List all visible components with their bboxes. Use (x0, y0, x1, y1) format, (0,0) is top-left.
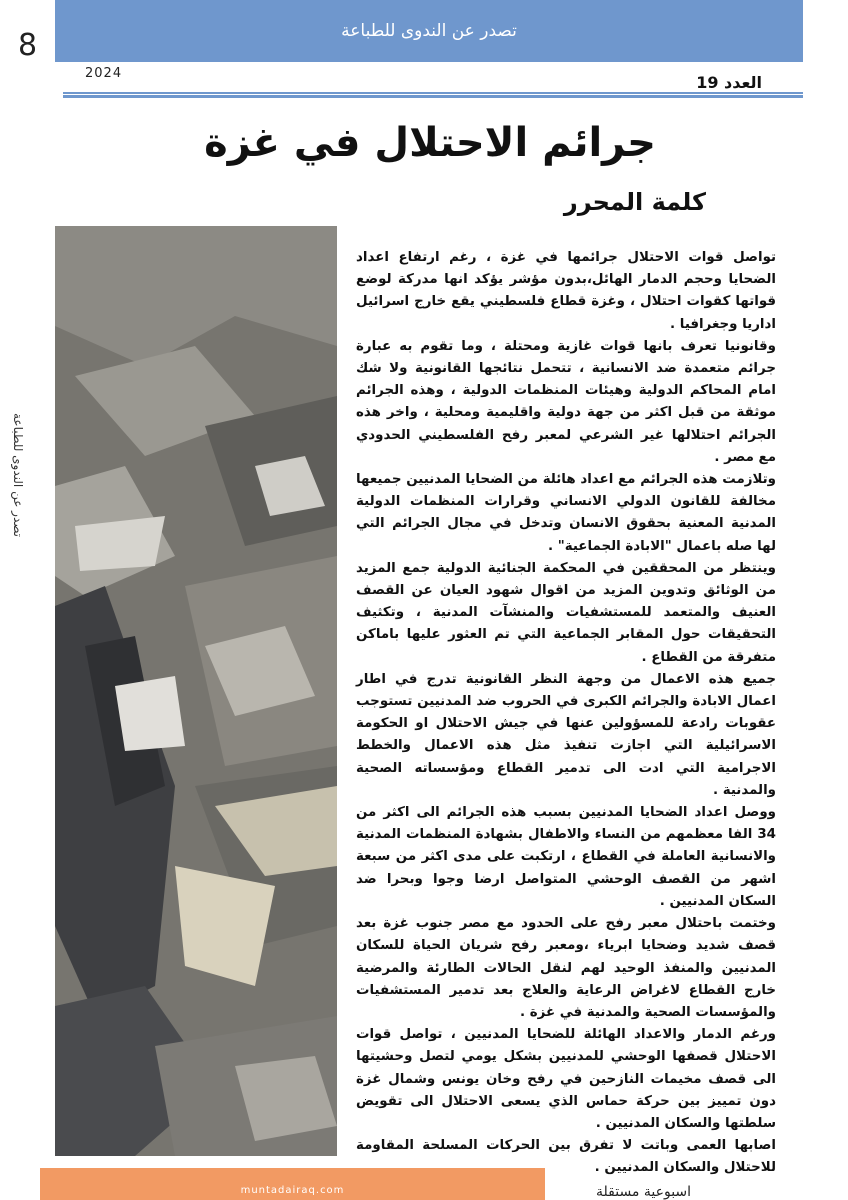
article-paragraph: ورغم الدمار والاعداد الهائلة للضحايا المدنيين ، تواصل قوات الاحتلال قصفها الوحشي للمدنيين بشكل يومي لتصل وحشيتها الى قصف مخيمات النازحين في رفح وخان يونس وشمال غزة دون تمييز بين حركة حماس الذي يسعى الاحتلال الى تقويض سلطتها والسكان المدنيين . (356, 1027, 776, 1131)
banner-text: تصدر عن الندوى للطباعة (341, 21, 517, 41)
article-paragraph: وقانونيا تعرف بانها قوات غازية ومحتلة ، وما تقوم به عبارة جرائم متعمدة ضد الانسانية ، تتحمل نتائجها القانونية ولا شك امام المحاكم الدولية وهيئات المنظمات الدولية ، وهذه الجرائم موثقة من قبل اكثر من جهة دولية واقليمية ومحلية ، واخر هذه الجرائم احتلالها غير الشرعي لمعبر رفح الفلسطيني الحدودي مع مصر . (356, 338, 776, 465)
article-paragraph: تواصل قوات الاحتلال جرائمها في غزة ، رغم ارتفاع اعداد الضحايا وحجم الدمار الهائل،بدون مؤشر يؤكد انها مدركة لوضع قواتها كقوات احتلال ، وغزة قطاع فلسطيني يقع خارج اسرائيل اداريا وجغرافيا . (356, 250, 776, 332)
top-banner (55, 0, 803, 62)
footer-url[interactable]: muntadairaq.com (240, 1185, 345, 1196)
footer-tagline: اسبوعية مستقلة (596, 1184, 692, 1200)
rubble-photo-illustration (55, 226, 337, 1156)
article-paragraph: وينتظر من المحققين في المحكمة الجنائية الدولية جمع المزيد من الوثائق وتدوين المزيد من اقوال شهود العيان عن القصف العنيف والمتعمد للمستشفيات والمنشآت المدنية ، وتكثيف التحقيقات حول المقابر الجماعية التي تم العثور عليها باماكن متفرقة من القطاع . (356, 560, 776, 665)
article-paragraph: وختمت باحتلال معبر رفح على الحدود مع مصر جنوب غزة بعد قصف شديد وضحايا ابرياء ،ومعبر رفح شريان الحياة للسكان المدنيين والمنفذ الوحيد لهم لنقل الحالات الطارئة والمرضية خارج القطاع لاغراض الرعاية والعلاج بعد تدمير المستشفيات والمؤسسات الصحية والمدنية في غزة . (356, 916, 776, 1020)
article-paragraph: وتلازمت هذه الجرائم مع اعداد هائلة من الضحايا المدنيين جميعها مخالفة للقانون الدولي الانساني وقرارات المنظمات الدولية المدنية المعنية بحقوق الانسان وتدخل في مجال الجرائم التي لها صله باعمال "الابادة الجماعية" . (356, 472, 776, 554)
header-divider-bold (63, 95, 803, 98)
article-subtitle: كلمة المحرر (563, 188, 706, 216)
article-title: جرائم الاحتلال في غزة (204, 120, 656, 166)
article-body (356, 247, 776, 1176)
issue-year: 2024 (85, 66, 123, 81)
side-vertical-text: تصدر عن الندوى للطباعة (11, 412, 25, 538)
article-paragraph: اصابها العمى وباتت لا تفرق بين الحركات المسلحة المقاومة للاحتلال والسكان المدنيين . (356, 1138, 776, 1176)
article-paragraph: جميع هذه الاعمال من وجهة النظر القانونية تدرج في اطار اعمال الابادة والجرائم الكبرى في الحروب ضد المدنيين تستوجب عقوبات رادعة للمسؤولين عنها في جيش الاحتلال او الحكومة الاسرائيلية التي اجازت تنفيذ مثل هذه الاعمال والخطط الاجرامية التي ادت الى تدمير القطاع ومؤسساته الصحية والمدنية . (356, 671, 776, 798)
issue-number: العدد 19 (696, 73, 762, 92)
article-paragraph: ووصل اعداد الضحايا المدنيين بسبب هذه الجرائم الى اكثر من 34 الفا معظمهم من النساء والاطفال بشهادة المنظمات المدنية والانسانية العاملة في القطاع ، ارتكبت على مدى اكثر من سبعة اشهر من القصف الوحشي المتواصل ارضا وجوا وبحرا ضد السكان المدنيين . (356, 805, 776, 909)
rubble-photo (55, 226, 337, 1156)
page-number: 8 (18, 28, 38, 63)
header-divider (63, 92, 803, 94)
